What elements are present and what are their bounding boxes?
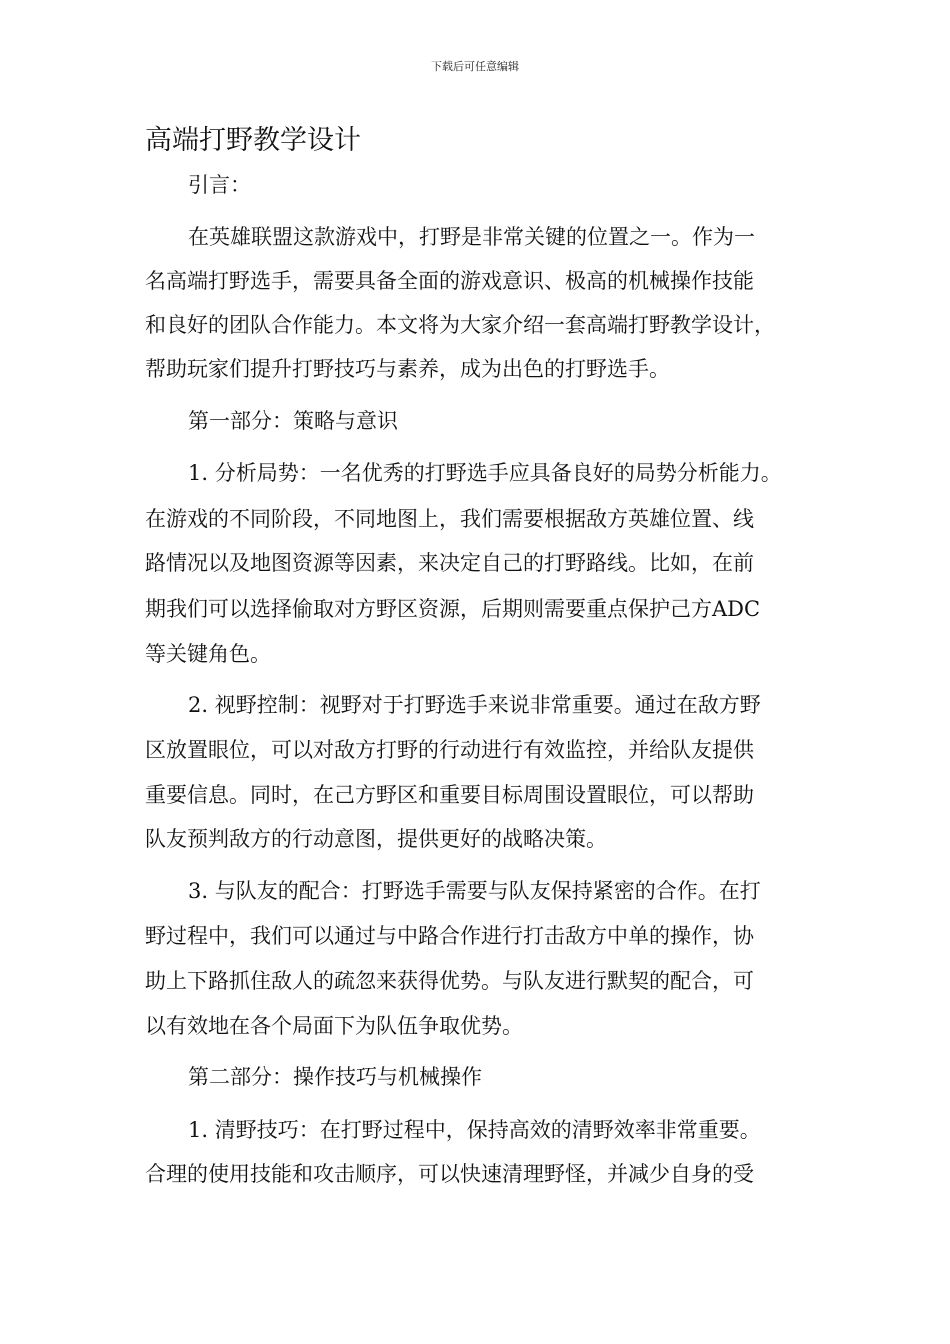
section-heading: 第二部分：操作技巧与机械操作 [188,1065,482,1089]
paragraph-line: 重要信息。同时，在己方野区和重要目标周围设置眼位，可以帮助 [145,783,754,807]
paragraph-line: 在游戏的不同阶段，不同地图上，我们需要根据敌方英雄位置、线 [145,507,754,531]
paragraph-line: 合理的使用技能和攻击顺序，可以快速清理野怪，并减少自身的受 [145,1162,754,1186]
paragraph-line: 野过程中，我们可以通过与中路合作进行打击敌方中单的操作，协 [145,924,754,948]
paragraph-line: 2. 视野控制：视野对于打野选手来说非常重要。通过在敌方野 [188,693,761,717]
paragraph-line: 1. 分析局势：一名优秀的打野选手应具备良好的局势分析能力。 [188,461,782,485]
paragraph-line: 和良好的团队合作能力。本文将为大家介绍一套高端打野教学设计， [145,313,775,337]
paragraph-line: 区放置眼位，可以对敌方打野的行动进行有效监控，并给队友提供 [145,738,754,762]
paragraph-line: 以有效地在各个局面下为队伍争取优势。 [145,1014,523,1038]
paragraph-line: 在英雄联盟这款游戏中，打野是非常关键的位置之一。作为一 [188,225,755,249]
paragraph-line: 帮助玩家们提升打野技巧与素养，成为出色的打野选手。 [145,357,670,381]
intro-heading: 引言： [188,173,251,197]
paragraph-line: 3. 与队友的配合：打野选手需要与队友保持紧密的合作。在打 [188,879,761,903]
paragraph-line: 名高端打野选手，需要具备全面的游戏意识、极高的机械操作技能 [145,269,754,293]
document-title: 高端打野教学设计 [145,125,361,156]
paragraph-line: 期我们可以选择偷取对方野区资源，后期则需要重点保护己方ADC [145,597,761,621]
paragraph-line: 路情况以及地图资源等因素，来决定自己的打野路线。比如，在前 [145,551,754,575]
paragraph-line: 助上下路抓住敌人的疏忽来获得优势。与队友进行默契的配合，可 [145,969,754,993]
paragraph-line: 等关键角色。 [145,642,271,666]
paragraph-line: 1. 清野技巧：在打野过程中，保持高效的清野效率非常重要。 [188,1118,761,1142]
section-heading: 第一部分：策略与意识 [188,409,398,433]
header-note: 下载后可任意编辑 [431,60,519,73]
paragraph-line: 队友预判敌方的行动意图，提供更好的战略决策。 [145,827,607,851]
